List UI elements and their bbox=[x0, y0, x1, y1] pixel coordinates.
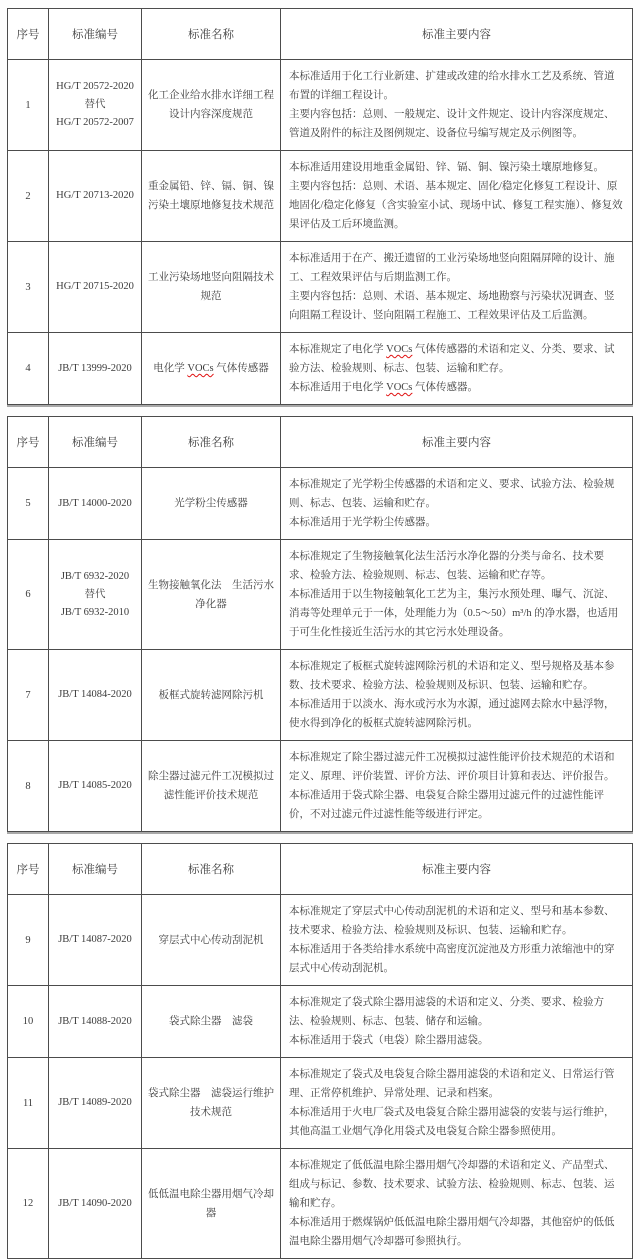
standards-table-1 bbox=[7, 8, 633, 405]
standard-code-line: JB/T 14089-2020 bbox=[58, 1097, 132, 1108]
content-paragraph: 本标准规定了除尘器过滤元件工况模拟过滤性能评价技术规范的术语和定义、原理、评价装置、评价方法、评价项目计算和表达、评价报告。 bbox=[289, 752, 615, 782]
content-paragraph: 本标准规定了低低温电除尘器用烟气冷却器的术语和定义、产品型式、组成与标记、参数、技术要求、试验方法、检验规则、标志、包装、运输和贮存。 bbox=[289, 1160, 615, 1209]
table-row bbox=[8, 333, 633, 405]
standard-content-cell bbox=[281, 151, 633, 242]
serial-number-cell: 1 bbox=[8, 60, 49, 151]
content-paragraph: 本标准适用于以淡水、海水或污水为水源，通过滤网去除水中悬浮物，使水得到净化的板框式旋转滤网除污机。 bbox=[289, 699, 615, 729]
standard-name-cell: 光学粉尘传感器 bbox=[142, 468, 281, 540]
standard-code-cell bbox=[49, 895, 142, 986]
content-paragraph: 本标准适用建设用地重金属铅、锌、镉、铜、镍污染土壤原地修复。 bbox=[289, 162, 604, 173]
table-header-row bbox=[8, 417, 633, 468]
standard-code-line: HG/T 20572-2007 bbox=[56, 117, 134, 128]
header-standard-content: 标准主要内容 bbox=[281, 9, 633, 60]
standard-code-line: JB/T 14088-2020 bbox=[58, 1015, 132, 1027]
standard-code-line: JB/T 14085-2020 bbox=[58, 780, 132, 791]
standard-content-cell bbox=[281, 60, 633, 151]
serial-number-cell: 7 bbox=[8, 650, 49, 741]
standard-name-cell: 重金属铅、锌、镉、铜、镍污染土壤原地修复技术规范 bbox=[142, 151, 281, 242]
standard-content-cell bbox=[281, 540, 633, 650]
standards-table-2 bbox=[7, 416, 633, 832]
standard-code-cell bbox=[49, 650, 142, 741]
serial-number-cell: 2 bbox=[8, 151, 49, 242]
misspelled-term: VOCs bbox=[386, 382, 413, 393]
standard-code-cell bbox=[49, 986, 142, 1058]
content-paragraph: 本标准规定了袋式及电袋复合除尘器用滤袋的术语和定义、日常运行管理、正常停机维护、异常处理、记录和档案。 bbox=[289, 1069, 615, 1099]
table-header-row bbox=[8, 844, 633, 895]
standard-name-cell: 化工企业给水排水详细工程设计内容深度规范 bbox=[142, 60, 281, 151]
table-row bbox=[8, 1149, 633, 1259]
table-row bbox=[8, 650, 633, 741]
table-row bbox=[8, 60, 633, 151]
header-standard-name: 标准名称 bbox=[142, 417, 281, 468]
table-row bbox=[8, 1058, 633, 1149]
content-paragraph: 本标准适用于光学粉尘传感器。 bbox=[289, 517, 436, 528]
header-standard-code: 标准编号 bbox=[49, 844, 142, 895]
standard-content-cell bbox=[281, 1149, 633, 1259]
standard-code-line: JB/T 6932-2010 bbox=[60, 606, 130, 618]
misspelled-term: VOCs bbox=[386, 344, 413, 355]
content-paragraph: 本标准规定了生物接触氧化法生活污水净化器的分类与命名、技术要求、检验方法、检验规则、标志、包装、运输和贮存等。 bbox=[289, 551, 604, 581]
content-paragraph: 主要内容包括：总则、术语、基本规定、固化/稳定化修复工程设计、原地固化/稳定化修复（含实验室小试、现场中试、修复工程实施）、修复效果评估及工后环境监测。 bbox=[289, 181, 623, 230]
content-paragraph: 本标准适用于在产、搬迁遗留的工业污染场地竖向阻隔屏障的设计、施工、工程效果评估与后期监测工作。 bbox=[289, 253, 615, 283]
header-standard-name: 标准名称 bbox=[142, 844, 281, 895]
content-paragraph: 本标准规定了穿层式中心传动刮泥机的术语和定义、型号和基本参数、技术要求、检验方法、检验规则及标识、包装、运输和贮存。 bbox=[289, 906, 615, 936]
standard-name-cell: 工业污染场地竖向阻隔技术规范 bbox=[142, 242, 281, 333]
standard-code-line: HG/T 20715-2020 bbox=[56, 281, 134, 292]
standard-content-cell bbox=[281, 1058, 633, 1149]
standard-content-cell bbox=[281, 333, 633, 405]
standard-code-cell bbox=[49, 242, 142, 333]
content-paragraph: 本标准适用于火电厂袋式及电袋复合除尘器用滤袋的安装与运行维护，其他高温工业烟气净化用袋式及电袋复合除尘器参照使用。 bbox=[289, 1107, 615, 1137]
standard-code-line: HG/T 20572-2020 bbox=[56, 81, 134, 92]
content-paragraph: 本标准适用于各类给排水系统中高密度沉淀池及方形重力浓缩池中的穿层式中心传动刮泥机。 bbox=[289, 944, 615, 974]
standard-code-line: 替代 bbox=[84, 588, 106, 600]
standard-name-cell: 低低温电除尘器用烟气冷却器 bbox=[142, 1149, 281, 1259]
content-paragraph: 本标准规定了电化学 VOCs 气体传感器的术语和定义、分类、要求、试验方法、检验规则、标志、包装、运输和贮存。 bbox=[289, 344, 615, 374]
standard-code-cell bbox=[49, 151, 142, 242]
serial-number-cell: 9 bbox=[8, 895, 49, 986]
content-paragraph: 本标准适用于袋式除尘器、电袋复合除尘器用过滤元件的过滤性能评价，不对过滤元件过滤性能等级进行评定。 bbox=[289, 790, 604, 820]
standard-code-cell bbox=[49, 333, 142, 405]
misspelled-term: VOCs bbox=[187, 363, 214, 374]
standard-content-cell bbox=[281, 741, 633, 832]
serial-number-cell: 6 bbox=[8, 540, 49, 650]
serial-number-cell: 3 bbox=[8, 242, 49, 333]
standard-content-cell bbox=[281, 986, 633, 1058]
content-paragraph: 本标准适用于袋式（电袋）除尘器用滤袋。 bbox=[289, 1035, 489, 1046]
standard-name-cell: 袋式除尘器 滤袋 bbox=[142, 986, 281, 1058]
content-paragraph: 本标准适用于燃煤锅炉低低温电除尘器用烟气冷却器，其他窑炉的低低温电除尘器用烟气冷却器可参照执行。 bbox=[289, 1217, 615, 1247]
header-serial-number: 序号 bbox=[8, 9, 49, 60]
header-serial-number: 序号 bbox=[8, 417, 49, 468]
standard-code-cell bbox=[49, 60, 142, 151]
standard-code-cell bbox=[49, 741, 142, 832]
standard-code-line: 替代 bbox=[84, 99, 106, 110]
standard-content-cell bbox=[281, 468, 633, 540]
table-row bbox=[8, 986, 633, 1058]
standard-code-line: JB/T 14084-2020 bbox=[58, 689, 132, 700]
table-row bbox=[8, 468, 633, 540]
standard-code-line: JB/T 6932-2020 bbox=[60, 570, 130, 582]
standard-code-cell bbox=[49, 468, 142, 540]
header-standard-name: 标准名称 bbox=[142, 9, 281, 60]
standard-name-cell: 袋式除尘器 滤袋运行维护技术规范 bbox=[142, 1058, 281, 1149]
serial-number-cell: 10 bbox=[8, 986, 49, 1058]
standard-name-cell: 除尘器过滤元件工况模拟过滤性能评价技术规范 bbox=[142, 741, 281, 832]
standard-code-cell bbox=[49, 540, 142, 650]
content-paragraph: 本标准适用于化工行业新建、扩建或改建的给水排水工艺及系统、管道布置的详细工程设计。 bbox=[289, 71, 615, 101]
serial-number-cell: 4 bbox=[8, 333, 49, 405]
table-header-row bbox=[8, 9, 633, 60]
header-standard-content: 标准主要内容 bbox=[281, 844, 633, 895]
content-paragraph: 本标准适用于以生物接触氧化工艺为主，集污水预处理、曝气、沉淀、消毒等处理单元于一体，处理能力为（0.5～50）m³/h 的净水器，也适用于可生化性接近生活污水的其它污水处理设备。 bbox=[289, 589, 619, 638]
serial-number-cell: 8 bbox=[8, 741, 49, 832]
serial-number-cell: 11 bbox=[8, 1058, 49, 1149]
standard-code-line: JB/T 13999-2020 bbox=[58, 362, 132, 374]
standard-name-cell: 生物接触氧化法 生活污水净化器 bbox=[142, 540, 281, 650]
content-paragraph: 本标准规定了板框式旋转滤网除污机的术语和定义、型号规格及基本参数、技术要求、检验方法、检验规则及标识、包装、运输和贮存。 bbox=[289, 661, 615, 691]
content-paragraph: 主要内容包括：总则、术语、基本规定、场地勘察与污染状况调查、竖向阻隔工程设计、竖向阻隔工程施工、工程效果评估及工后监测。 bbox=[289, 291, 615, 321]
standard-code-line: JB/T 14090-2020 bbox=[58, 1197, 132, 1209]
table-row bbox=[8, 741, 633, 832]
standards-table-3 bbox=[7, 843, 633, 1259]
serial-number-cell: 5 bbox=[8, 468, 49, 540]
table-row bbox=[8, 151, 633, 242]
standard-content-cell bbox=[281, 242, 633, 333]
table-row bbox=[8, 540, 633, 650]
header-standard-code: 标准编号 bbox=[49, 417, 142, 468]
content-paragraph: 主要内容包括：总则、一般规定、设计文件规定、设计内容深度规定、管道及附件的标注及图例规定、设备位号编写规定及示例图等。 bbox=[289, 109, 615, 139]
standard-code-line: JB/T 14000-2020 bbox=[58, 497, 132, 509]
standard-code-line: JB/T 14087-2020 bbox=[58, 934, 132, 945]
header-standard-code: 标准编号 bbox=[49, 9, 142, 60]
standard-name-cell: 板框式旋转滤网除污机 bbox=[142, 650, 281, 741]
content-paragraph: 本标准规定了袋式除尘器用滤袋的术语和定义、分类、要求、检验方法、检验规则、标志、包装、储存和运输。 bbox=[289, 997, 604, 1027]
content-paragraph: 本标准适用于电化学 VOCs 气体传感器。 bbox=[289, 382, 479, 393]
standard-content-cell bbox=[281, 650, 633, 741]
table-row bbox=[8, 242, 633, 333]
content-paragraph: 本标准规定了光学粉尘传感器的术语和定义、要求、试验方法、检验规则、标志、包装、运输和贮存。 bbox=[289, 479, 615, 509]
header-serial-number: 序号 bbox=[8, 844, 49, 895]
table-row bbox=[8, 895, 633, 986]
standard-code-cell bbox=[49, 1149, 142, 1259]
header-standard-content: 标准主要内容 bbox=[281, 417, 633, 468]
serial-number-cell: 12 bbox=[8, 1149, 49, 1259]
standard-name-cell: 电化学 VOCs 气体传感器 bbox=[142, 333, 281, 405]
standard-code-line: HG/T 20713-2020 bbox=[56, 190, 134, 201]
standard-content-cell bbox=[281, 895, 633, 986]
standard-code-cell bbox=[49, 1058, 142, 1149]
standard-name-cell: 穿层式中心传动刮泥机 bbox=[142, 895, 281, 986]
